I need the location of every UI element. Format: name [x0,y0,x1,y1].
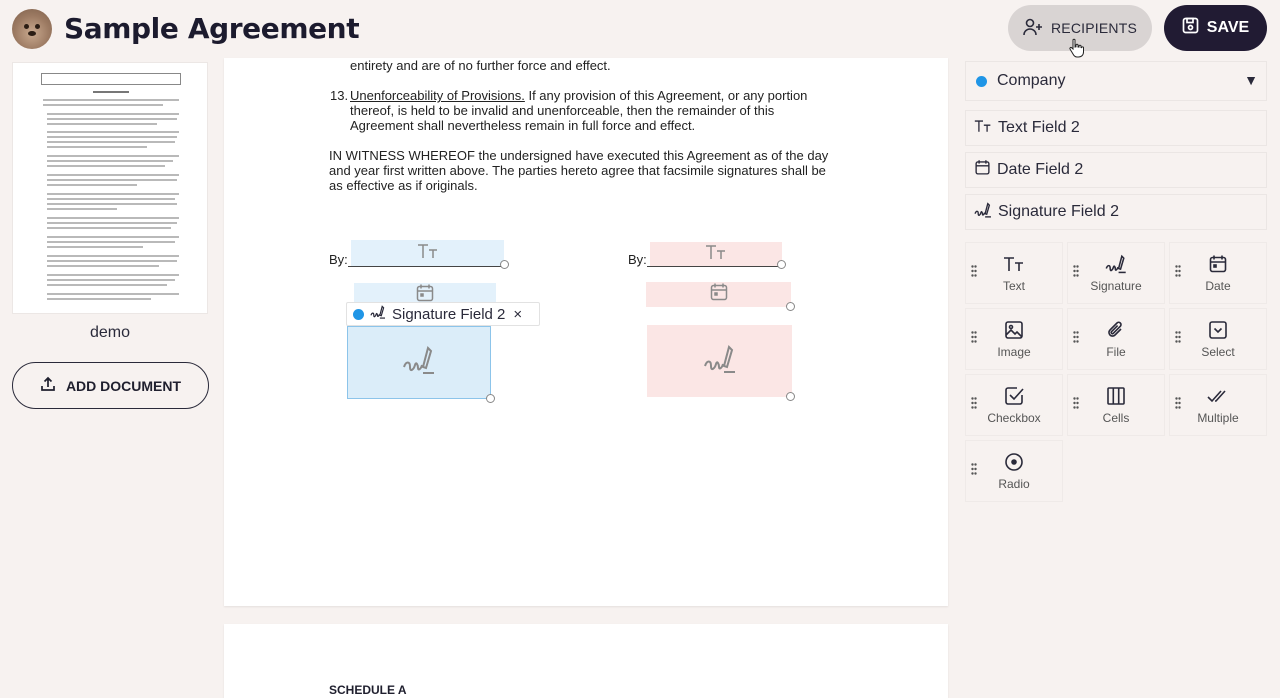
signature-icon [402,345,436,380]
image-icon [1004,319,1024,341]
save-icon [1182,17,1199,39]
add-document-button[interactable] [12,362,209,409]
drag-handle-icon[interactable] [1073,331,1079,346]
field-list-label: Date Field 2 [997,161,1084,178]
signature-icon [703,344,737,379]
text-icon [1003,253,1025,275]
app-logo[interactable] [12,9,52,49]
tool-label: Select [1201,345,1235,359]
tool-checkbox[interactable] [965,374,1063,436]
doc-text-line: IN WITNESS WHEREOF the undersigned have executed this Agreement as of the day [329,148,829,163]
drag-handle-icon[interactable] [971,331,977,346]
text-icon [417,243,439,264]
tool-label: Cells [1102,411,1130,425]
signature-line-right [647,266,781,267]
text-icon [705,244,727,265]
selected-field-name[interactable]: Signature Field 2 [392,305,506,323]
field-list-item[interactable] [965,110,1267,146]
checkbox-icon [1004,385,1024,407]
tool-label: Text [1002,279,1025,293]
doc-text-line: Agreement shall nevertheless remain in full force and effect. [350,118,696,133]
by-label-left: By: [329,252,348,267]
tool-label: Date [1205,279,1231,293]
signature-field-right[interactable] [647,325,792,397]
tool-signature[interactable] [1067,242,1165,304]
tool-select[interactable] [1169,308,1267,370]
tool-radio[interactable] [965,440,1063,502]
resize-handle[interactable] [786,392,795,401]
selected-field-label [346,302,540,326]
drag-handle-icon[interactable] [1175,331,1181,346]
resize-handle[interactable] [486,394,495,403]
item-number: 13. [330,88,349,103]
document-page-2[interactable] [224,624,948,698]
resize-handle[interactable] [500,260,509,269]
document-thumbnail[interactable] [12,62,208,314]
radio-icon [1004,451,1024,473]
save-button[interactable] [1164,5,1267,51]
signature-line-left [348,266,504,267]
page-title: Sample Agreement [64,12,360,45]
recipients-label: RECIPIENTS [1050,20,1137,36]
drag-handle-icon[interactable] [971,397,977,412]
text-icon [974,119,992,138]
signature-icon [370,305,386,323]
close-icon[interactable]: × [513,305,523,323]
tool-multiple[interactable] [1169,374,1267,436]
calendar-icon [974,159,991,181]
signature-field-left-selected[interactable] [347,326,491,399]
tool-text[interactable] [965,242,1063,304]
schedule-title: SCHEDULE A [329,683,407,697]
recipient-select[interactable] [965,61,1267,101]
drag-handle-icon[interactable] [1175,397,1181,412]
upload-icon [40,376,56,395]
drag-handle-icon[interactable] [1175,265,1181,280]
resize-handle[interactable] [777,260,786,269]
chevron-down-icon[interactable]: ▼ [1244,72,1258,88]
doc-text-line: and year first written above. The parties hereto agree that facsimile signatures shall be [329,163,826,178]
doc-text-line: Unenforceability of Provisions. If any provision of this Agreement, or any portion [350,88,808,103]
signature-icon [1105,253,1127,275]
save-label: SAVE [1206,19,1250,36]
tool-label: File [1106,345,1126,359]
tool-label: Image [997,345,1031,359]
recipient-color-dot [976,76,987,87]
tool-label: Multiple [1197,411,1239,425]
text-field-right[interactable] [650,242,782,266]
tool-date[interactable] [1169,242,1267,304]
header [0,0,1280,58]
doc-text-line: thereof, is held to be invalid and unenforceable, then the remainder of this [350,103,775,118]
drag-handle-icon[interactable] [1073,265,1079,280]
calendar-icon [709,282,729,307]
hand-cursor-icon [1068,38,1084,63]
add-document-label: ADD DOCUMENT [65,377,182,394]
tool-label: Radio [998,477,1030,491]
recipient-dot [353,309,364,320]
double-check-icon [1207,385,1229,407]
drag-handle-icon[interactable] [971,463,977,478]
field-list-label: Signature Field 2 [998,203,1119,220]
item-heading: Unenforceability of Provisions. [350,88,525,103]
doc-text-line: as effective as if originals. [329,178,478,193]
field-list-item[interactable] [965,152,1267,188]
tool-image[interactable] [965,308,1063,370]
by-label-right: By: [628,252,647,267]
add-user-icon [1023,18,1043,39]
tool-cells[interactable] [1067,374,1165,436]
drag-handle-icon[interactable] [1073,397,1079,412]
signature-icon [974,202,992,223]
paperclip-icon [1106,319,1126,341]
tool-label: Signature [1090,279,1142,293]
drag-handle-icon[interactable] [971,265,977,280]
tool-file[interactable] [1067,308,1165,370]
field-list-item[interactable] [965,194,1267,230]
doc-text-line: entirety and are of no further force and effect. [350,58,611,73]
document-page[interactable] [224,58,948,606]
text-field-left[interactable] [351,240,504,266]
select-icon [1208,319,1228,341]
recipient-name: Company [997,72,1066,89]
tool-label: Checkbox [987,411,1041,425]
field-list-label: Text Field 2 [998,119,1080,136]
calendar-icon [1208,253,1228,275]
cells-icon [1106,385,1126,407]
resize-handle[interactable] [786,302,795,311]
thumbnail-label: demo [89,324,131,341]
date-field-right[interactable] [646,282,791,307]
